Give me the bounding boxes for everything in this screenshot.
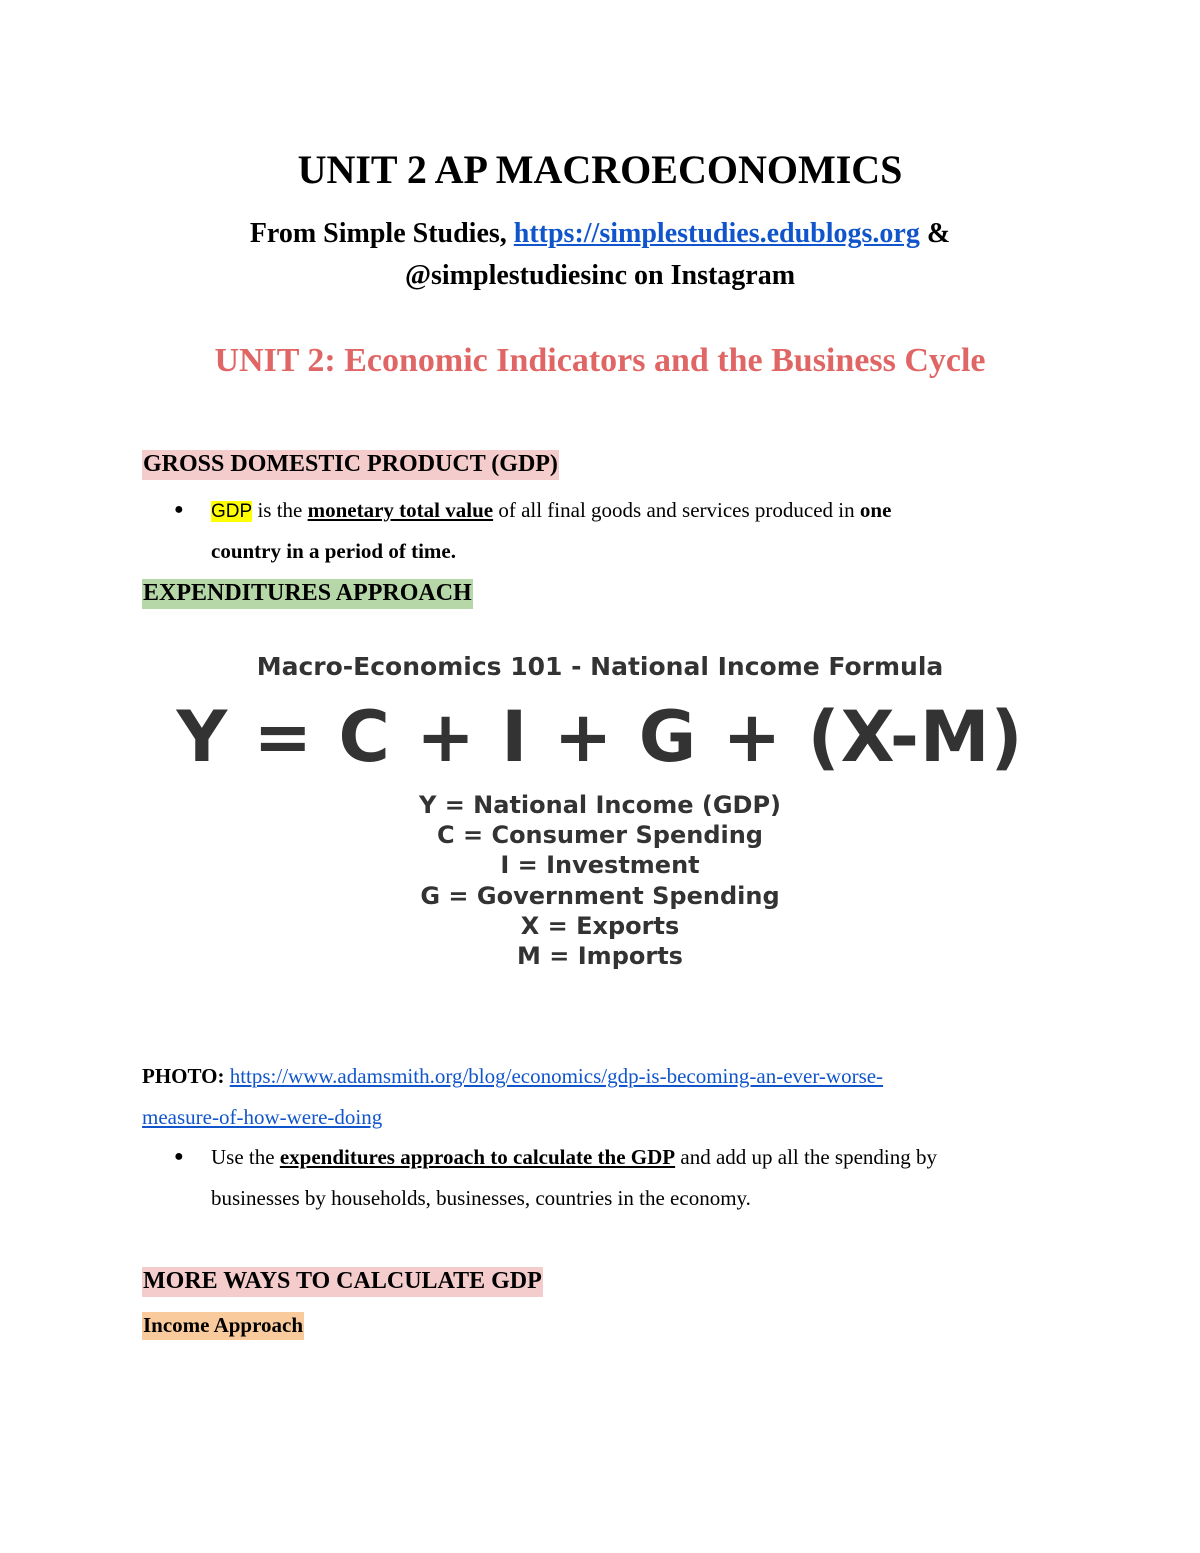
photo-link-continued[interactable]: measure-of-how-were-doing — [142, 1105, 383, 1129]
income-approach-heading — [142, 1310, 304, 1340]
legend-item-y: Y = National Income (GDP) — [418, 791, 782, 819]
income-approach-text: Income Approach — [142, 1312, 304, 1340]
formula-legend — [160, 790, 1040, 971]
national-income-formula-figure — [160, 640, 1040, 990]
legend-item-i: I = Investment — [500, 851, 700, 880]
legend-item-c: C = Consumer Spending — [437, 821, 763, 850]
legend-item-x: X = Exports — [520, 911, 680, 940]
expenditures-bullet-line-1 — [211, 1142, 937, 1172]
exp-text-a: Use the — [211, 1145, 275, 1169]
gdp-bold-b: country in a period of time. — [211, 539, 456, 563]
more-ways-heading — [142, 1264, 543, 1298]
bullet-icon: ● — [174, 1148, 184, 1165]
gdp-definition-line-1 — [211, 495, 891, 527]
unit-subtitle: UNIT 2: Economic Indicators and the Business Cycle — [214, 342, 986, 379]
source-suffix: & — [926, 218, 951, 249]
gdp-definition-line-2 — [211, 536, 456, 566]
gdp-section-heading — [142, 447, 559, 481]
bullet-icon: ● — [174, 501, 184, 518]
photo-credit-line-1 — [142, 1061, 883, 1091]
gdp-term: GDP — [211, 501, 253, 522]
expenditures-bullet-line-2: businesses by households, businesses, countries in the economy. — [211, 1186, 751, 1210]
page-title: UNIT 2 AP MACROECONOMICS — [297, 147, 903, 192]
gdp-text-b: of all final goods and services produced in — [498, 498, 855, 522]
photo-link[interactable]: https://www.adamsmith.org/blog/economics/gdp-is-becoming-an-ever-worse- — [229, 1064, 884, 1088]
photo-label: PHOTO: — [142, 1064, 225, 1088]
source-line-1 — [0, 214, 1200, 254]
simplestudies-link[interactable]: https://simplestudies.edublogs.org — [513, 218, 920, 249]
photo-credit-line-2 — [142, 1102, 382, 1132]
formula-caption: Macro-Economics 101 - National Income Formula — [256, 652, 944, 681]
expenditures-heading-text: EXPENDITURES APPROACH — [142, 579, 473, 609]
exp-emphasis: expenditures approach to calculate the GDP — [279, 1145, 676, 1169]
more-ways-heading-text: MORE WAYS TO CALCULATE GDP — [142, 1267, 543, 1297]
legend-item-m: M = Imports — [517, 942, 683, 971]
gdp-emphasis: monetary total value — [307, 498, 494, 522]
gdp-bold-a: one — [859, 498, 892, 522]
source-prefix: From Simple Studies, — [249, 218, 507, 249]
source-line-2: @simplestudiesinc on Instagram — [404, 260, 796, 291]
gdp-heading-text: GROSS DOMESTIC PRODUCT (GDP) — [142, 450, 559, 480]
gdp-text-a: is the — [257, 498, 303, 522]
legend-item-g: G = Government Spending — [420, 881, 780, 910]
exp-text-b: and add up all the spending by — [680, 1145, 937, 1169]
formula-equation: Y = C + I + G + (X-M) — [176, 696, 1024, 778]
expenditures-heading — [142, 576, 473, 610]
